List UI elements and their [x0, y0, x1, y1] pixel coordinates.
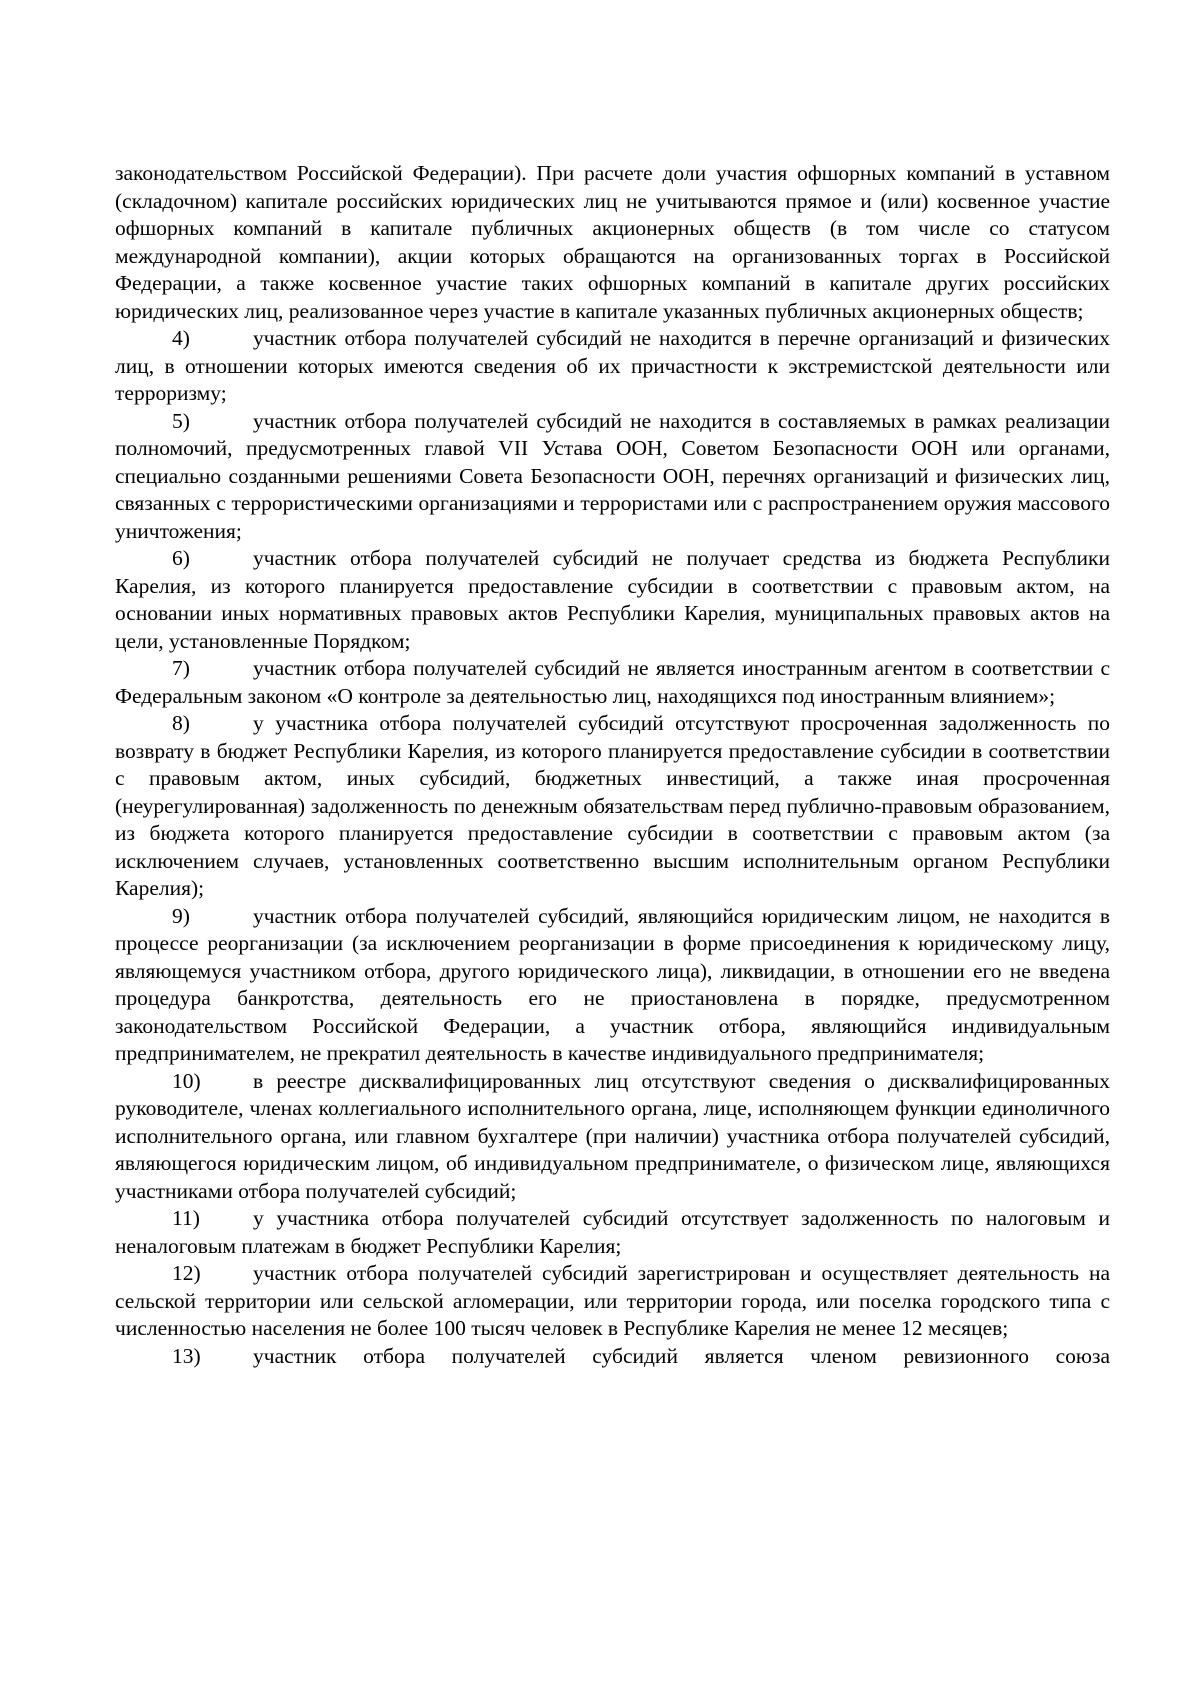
list-item-8: [115, 710, 1110, 903]
list-item-12: [115, 1260, 1110, 1343]
list-item-5: [115, 408, 1110, 546]
item-number: 11): [172, 1206, 200, 1230]
list-item-10: [115, 1068, 1110, 1206]
item-text: в реестре дисквалифицированных лиц отсутствуют сведения о дисквалифицированных руководителе, членах коллегиального исполнительного органа, лице, исполняющем функции единоличного исполнительного органа, или главном бухгалтере (при наличии) участника отбора получателей субсидий, являющегося юридическим лицом, об индивидуальном предпринимателе, о физическом лице, являющихся участниками отбора получателей субсидий;: [115, 1068, 1110, 1203]
list-item-7: [115, 655, 1110, 710]
item-number: 5): [172, 408, 190, 433]
item-number: 7): [172, 656, 190, 680]
item-number: 4): [172, 326, 190, 350]
paragraph-continuation: законодательством Российской Федерации). При расчете доли участия офшорных компаний в уставном (складочном) капитале российских юридических лиц не учитываются прямое и (или) косвенное участие офшорных компаний в капитале публичных акционерных обществ (в том числе со статусом международной компании), акции которых обращаются на организованных торгах в Российской Федерации, а также косвенное участие таких офшорных компаний в капитале других российских юридических лиц, реализованное через участие в капитале указанных публичных акционерных обществ;: [115, 161, 1110, 323]
list-item-13: [115, 1343, 1110, 1371]
item-number: 13): [172, 1343, 201, 1368]
document-page: [115, 160, 1110, 1370]
item-number: 12): [172, 1261, 201, 1285]
item-number: 6): [172, 546, 190, 570]
item-text: участник отбора получателей субсидий не находится в перечне организаций и физических лиц, в отношении которых имеются сведения об их причастности к экстремистской деятельности или терроризму;: [115, 326, 1110, 405]
item-text: участник отбора получателей субсидий зарегистрирован и осуществляет деятельность на сельской территории или сельской агломерации, или территории города, или поселка городского типа с численностью населения не более 100 тысяч человек в Республике Карелия не менее 12 месяцев;: [115, 1261, 1110, 1340]
item-number: 8): [172, 711, 190, 735]
list-item-11: [115, 1205, 1110, 1260]
item-text: у участника отбора получателей субсидий отсутствуют просроченная задолженность по возврату в бюджет Республики Карелия, из которого планируется предоставление субсидии в соответствии с правовым актом, иных субсидий, бюджетных инвестиций, а также иная просроченная (неурегулированная) задолженность по денежным обязательствам перед публично-правовым образованием, из бюджета которого планируется предоставление субсидии в соответствии с правовым актом (за исключением случаев, установленных соответственно высшим исполнительным органом Республики Карелия);: [115, 711, 1110, 900]
item-number: 10): [172, 1068, 201, 1093]
item-text: участник отбора получателей субсидий является членом ревизионного союза: [253, 1343, 1110, 1368]
item-text: участник отбора получателей субсидий не находится в составляемых в рамках реализации полномочий, предусмотренных главой VII Устава ООН, Советом Безопасности ООН или органами, специально созданными решениями Совета Безопасности ООН, перечнях организаций и физических лиц, связанных с террористическими организациями и террористами или с распространением оружия массового уничтожения;: [115, 408, 1110, 543]
item-text: у участника отбора получателей субсидий отсутствует задолженность по налоговым и неналоговым платежам в бюджет Республики Карелия;: [115, 1206, 1110, 1258]
item-text: участник отбора получателей субсидий не является иностранным агентом в соответствии с Федеральным законом «О контроле за деятельностью лиц, находящихся под иностранным влиянием»;: [115, 656, 1110, 708]
list-item-4: [115, 325, 1110, 408]
item-number: 9): [172, 903, 190, 928]
item-text: участник отбора получателей субсидий, являющийся юридическим лицом, не находится в процессе реорганизации (за исключением реорганизации в форме присоединения к юридическому лицу, являющемуся участником отбора, другого юридического лица), ликвидации, в отношении его не введена процедура банкротства, деятельность его не приостановлена в порядке, предусмотренном законодательством Российской Федерации, а участник отбора, являющийся индивидуальным предпринимателем, не прекратил деятельность в качестве индивидуального предпринимателя;: [115, 903, 1110, 1065]
item-text: участник отбора получателей субсидий не получает средства из бюджета Республики Карелия, из которого планируется предоставление субсидии в соответствии с правовым актом, на основании иных нормативных правовых актов Республики Карелия, муниципальных правовых актов на цели, установленные Порядком;: [115, 546, 1110, 653]
list-item-6: [115, 545, 1110, 655]
list-item-9: [115, 903, 1110, 1068]
